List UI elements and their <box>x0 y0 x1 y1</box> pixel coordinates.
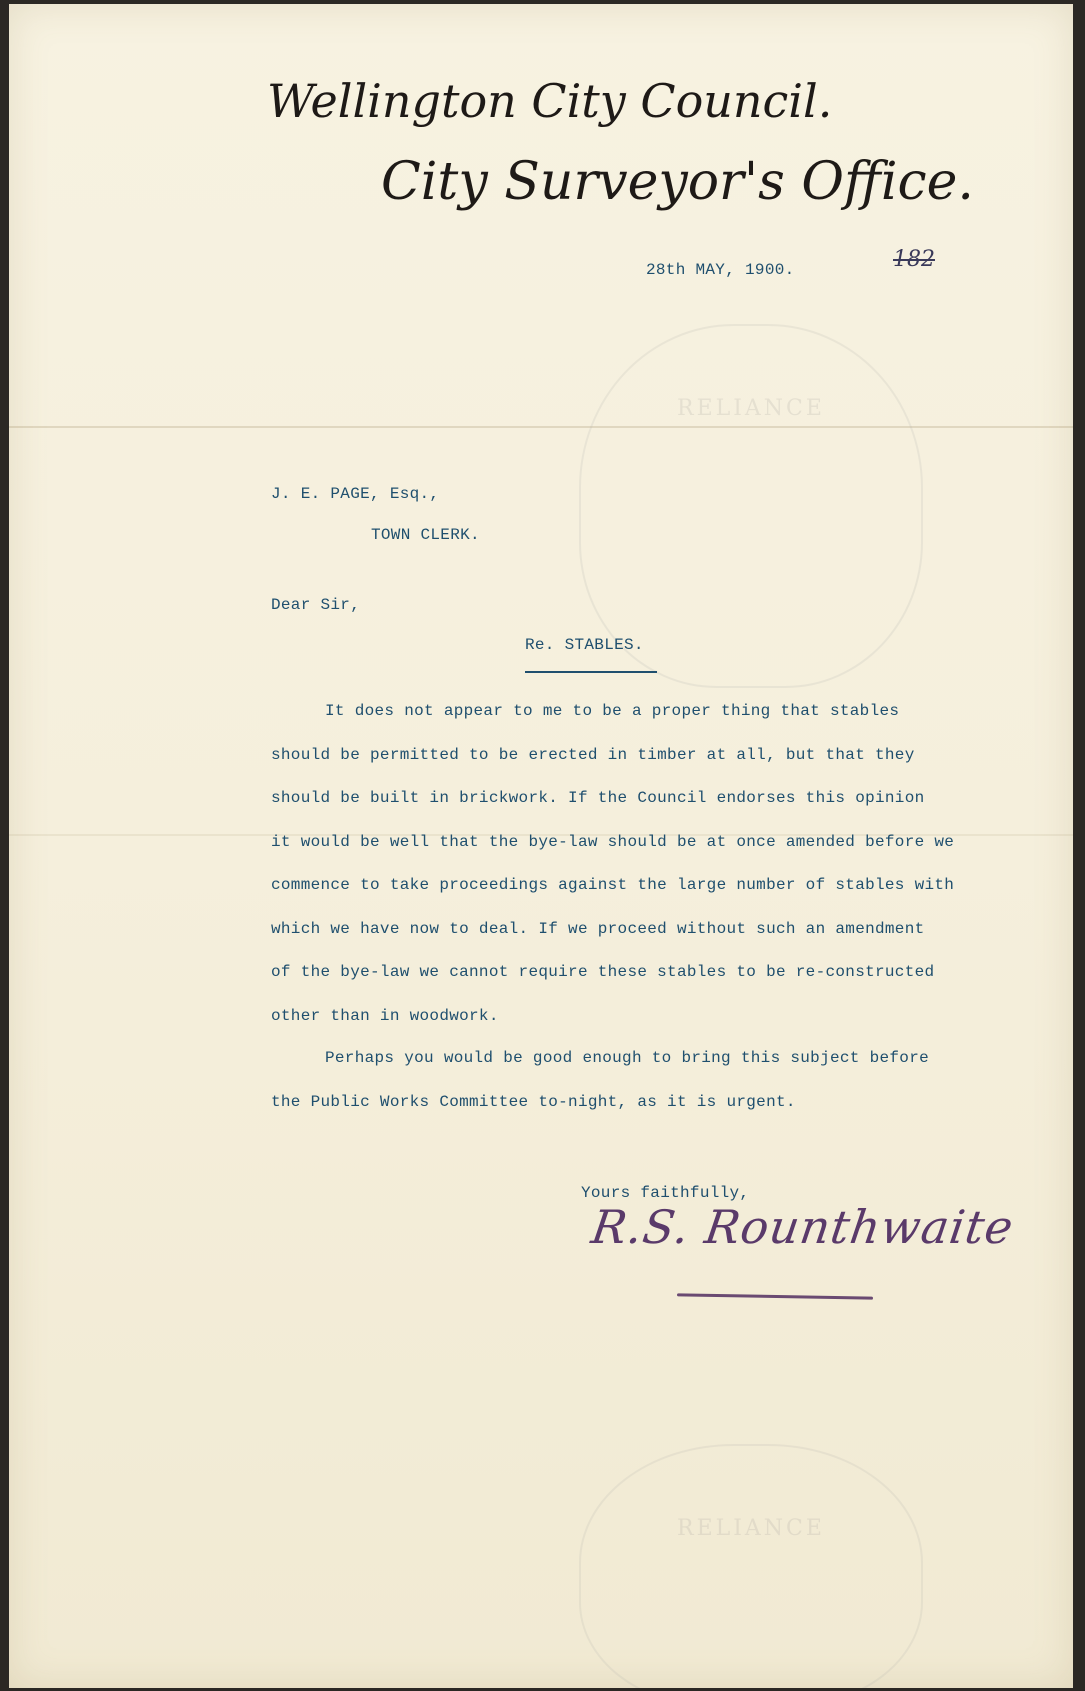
body-line: it would be well that the bye-law should be at once amended before we <box>271 832 955 851</box>
body-line: Perhaps you would be good enough to bring this subject before <box>325 1049 929 1067</box>
body-line: should be built in brickwork. If the Council endorses this opinion <box>271 789 925 807</box>
body-paragraph-2 <box>271 1037 929 1124</box>
body-line: the Public Works Committee to-night, as it is urgent. <box>271 1092 796 1111</box>
body-line: should be permitted to be erected in timber at all, but that they <box>271 745 915 764</box>
letter-date: 28th MAY, 1900. <box>646 261 795 279</box>
watermark-crest-upper <box>579 324 923 688</box>
body-line: of the bye-law we cannot require these stables to be re-constructed <box>271 963 935 981</box>
letterhead-office: City Surveyor's Office. <box>381 152 974 212</box>
recipient-name: J. E. PAGE, Esq., <box>271 485 440 503</box>
body-paragraph-1 <box>271 690 1051 1038</box>
body-line: which we have now to deal. If we proceed without such an amendment <box>271 919 925 938</box>
signature-underline <box>677 1293 873 1299</box>
letter-sheet <box>9 4 1073 1688</box>
handwritten-signature: R.S. Rounthwaite <box>588 1200 1018 1254</box>
subject-underline <box>525 671 657 673</box>
watermark-text: RELIANCE <box>677 1516 825 1541</box>
subject-line: Re. STABLES. <box>525 636 644 654</box>
closing: Yours faithfully, <box>581 1184 750 1202</box>
recipient-title: TOWN CLERK. <box>371 526 480 544</box>
watermark-crest-lower <box>579 1444 923 1688</box>
paper-fold-crease <box>9 426 1073 428</box>
letterhead-council: Wellington City Council. <box>267 74 833 128</box>
body-line: other than in woodwork. <box>271 1006 499 1025</box>
salutation: Dear Sir, <box>271 596 361 614</box>
watermark-text: RELIANCE <box>677 396 825 421</box>
reference-number: 182 <box>893 247 935 272</box>
body-line: commence to take proceedings against the large number of stables with <box>271 876 955 894</box>
body-line: It does not appear to me to be a proper thing that stables <box>325 702 900 720</box>
